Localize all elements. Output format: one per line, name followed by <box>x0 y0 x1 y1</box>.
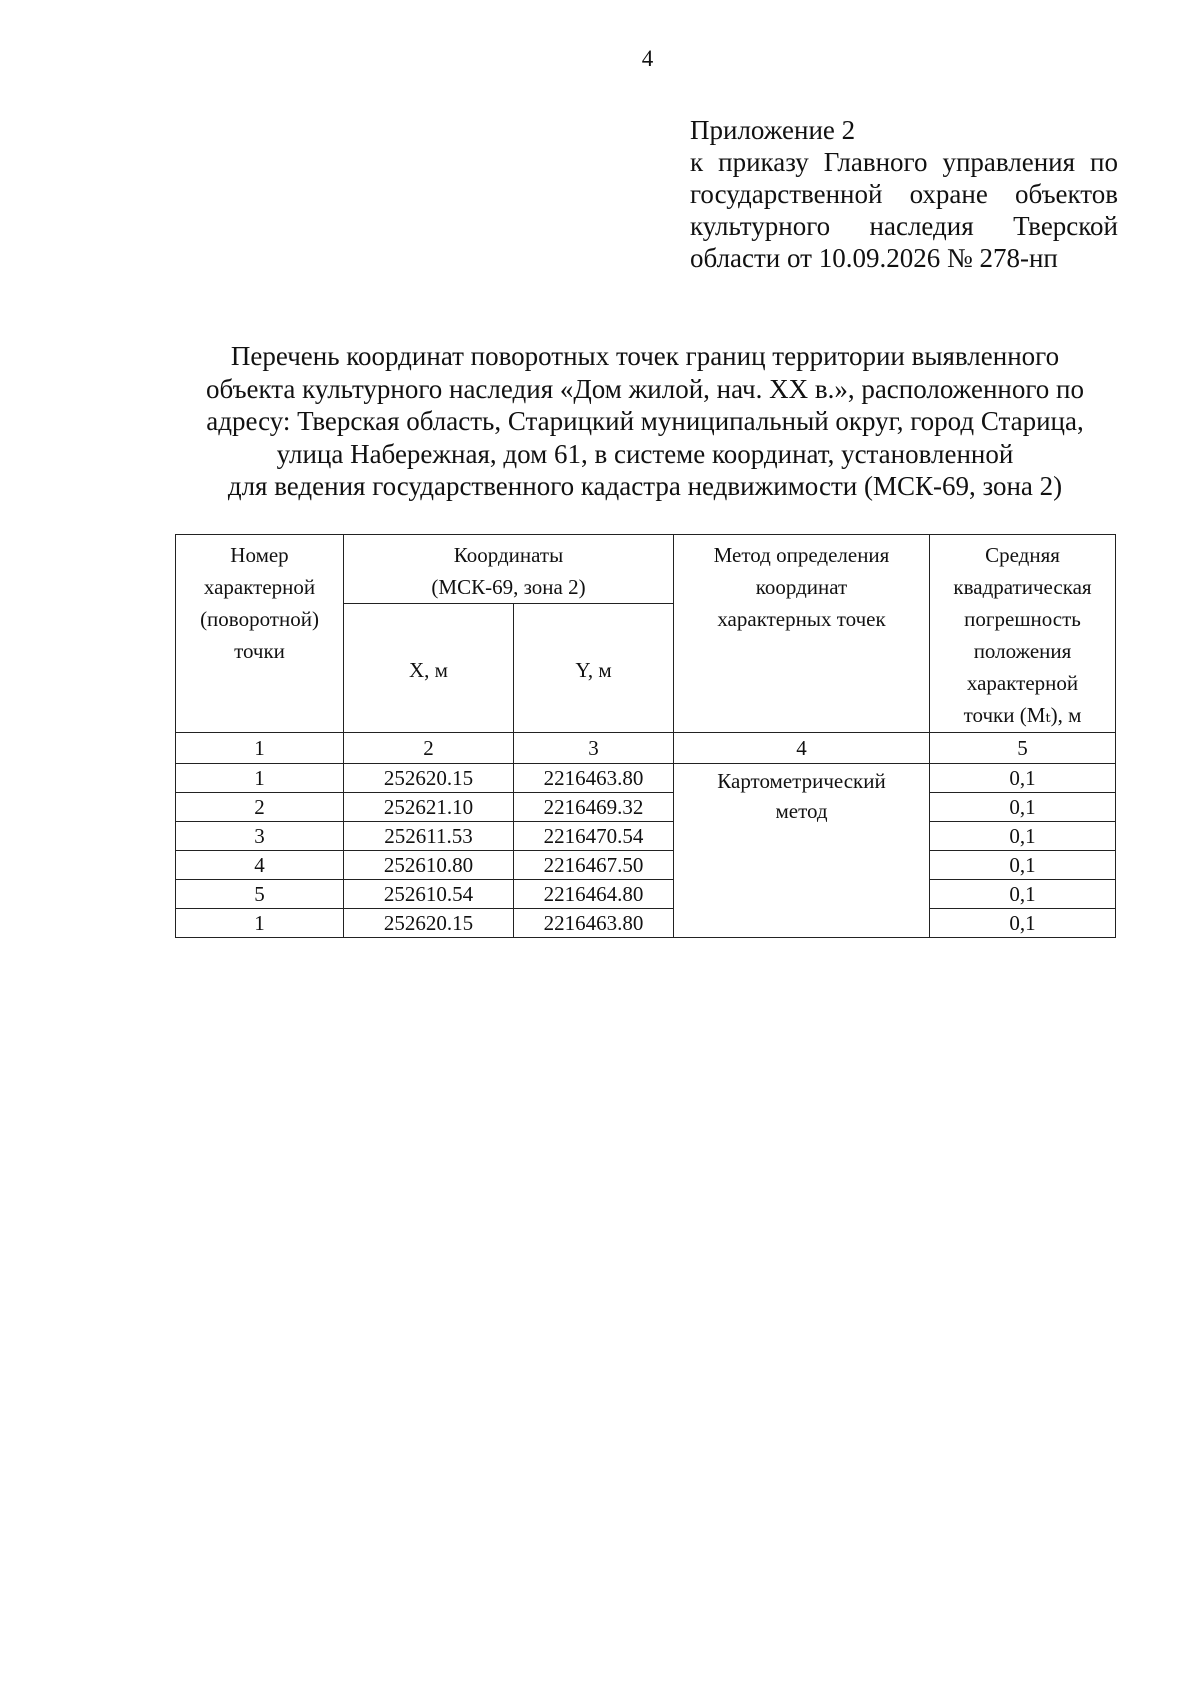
title-line: объекта культурного наследия «Дом жилой, нач. XX в.», расположенного по <box>206 373 1084 404</box>
point-cell: 4 <box>176 851 344 880</box>
y-cell: 2216463.80 <box>514 764 674 793</box>
page-number: 4 <box>641 46 654 71</box>
header-text: характерной <box>966 671 1079 695</box>
error-cell: 0,1 <box>930 909 1116 938</box>
appendix-line: области от 10.09.2026 № 278-нп <box>690 243 1058 273</box>
point-cell: 1 <box>176 764 344 793</box>
method-cell <box>674 764 930 938</box>
header-text: характерных точек <box>717 607 886 631</box>
x-cell: 252610.54 <box>344 880 514 909</box>
header-text: точки (Mₜ), м <box>963 703 1082 727</box>
table-row <box>176 909 1116 938</box>
column-number: 4 <box>674 733 930 764</box>
header-text: координат <box>755 575 848 599</box>
error-cell: 0,1 <box>930 822 1116 851</box>
table-row <box>176 764 1116 793</box>
appendix-line: к приказу Главного управления по <box>690 147 1118 177</box>
column-number: 3 <box>514 733 674 764</box>
header-text: погрешность <box>964 607 1081 631</box>
y-cell: 2216467.50 <box>514 851 674 880</box>
header-method <box>674 535 930 733</box>
table-row <box>176 851 1116 880</box>
header-text: квадратическая <box>953 575 1092 599</box>
error-cell: 0,1 <box>930 880 1116 909</box>
column-number: 1 <box>176 733 344 764</box>
header-text: (МСК-69, зона 2) <box>431 575 586 599</box>
x-cell: 252620.15 <box>344 764 514 793</box>
header-text: Средняя <box>985 543 1060 567</box>
title-line: улица Набережная, дом 61, в системе координат, установленной <box>276 438 1014 469</box>
error-cell: 0,1 <box>930 793 1116 822</box>
point-cell: 2 <box>176 793 344 822</box>
x-cell: 252621.10 <box>344 793 514 822</box>
header-x: X, м <box>344 604 514 733</box>
point-cell: 5 <box>176 880 344 909</box>
header-text: (поворотной) <box>200 607 319 631</box>
y-cell: 2216463.80 <box>514 909 674 938</box>
point-cell: 1 <box>176 909 344 938</box>
table-row <box>176 793 1116 822</box>
y-cell: 2216464.80 <box>514 880 674 909</box>
header-coordinates <box>344 535 674 604</box>
x-cell: 252611.53 <box>344 822 514 851</box>
method-text: Картометрический <box>717 769 886 793</box>
document-title <box>150 340 1140 503</box>
x-cell: 252610.80 <box>344 851 514 880</box>
point-cell: 3 <box>176 822 344 851</box>
header-y: Y, м <box>514 604 674 733</box>
header-point-number <box>176 535 344 733</box>
column-number: 2 <box>344 733 514 764</box>
y-cell: 2216470.54 <box>514 822 674 851</box>
y-cell: 2216469.32 <box>514 793 674 822</box>
column-number: 5 <box>930 733 1116 764</box>
header-error <box>930 535 1116 733</box>
appendix-line: Приложение 2 <box>690 115 856 145</box>
coordinates-table <box>175 534 1116 938</box>
title-line: Перечень координат поворотных точек границ территории выявленного <box>230 341 1060 371</box>
title-line: для ведения государственного кадастра недвижимости (МСК-69, зона 2) <box>227 471 1063 501</box>
header-text: Номер <box>230 543 289 567</box>
method-text: метод <box>775 799 828 823</box>
appendix-line: культурного наследия Тверской <box>690 211 1118 241</box>
appendix-line: государственной охране объектов <box>690 179 1118 209</box>
x-cell: 252620.15 <box>344 909 514 938</box>
table-row <box>176 880 1116 909</box>
header-text: Координаты <box>453 543 564 567</box>
table-row <box>176 822 1116 851</box>
error-cell: 0,1 <box>930 764 1116 793</box>
header-text: Метод определения <box>713 543 890 567</box>
header-text: точки <box>234 639 285 663</box>
header-text: характерной <box>203 575 316 599</box>
header-text: положения <box>973 639 1072 663</box>
error-cell: 0,1 <box>930 851 1116 880</box>
title-line: адресу: Тверская область, Старицкий муниципальный округ, город Старица, <box>206 406 1084 436</box>
appendix-block <box>690 114 1118 274</box>
